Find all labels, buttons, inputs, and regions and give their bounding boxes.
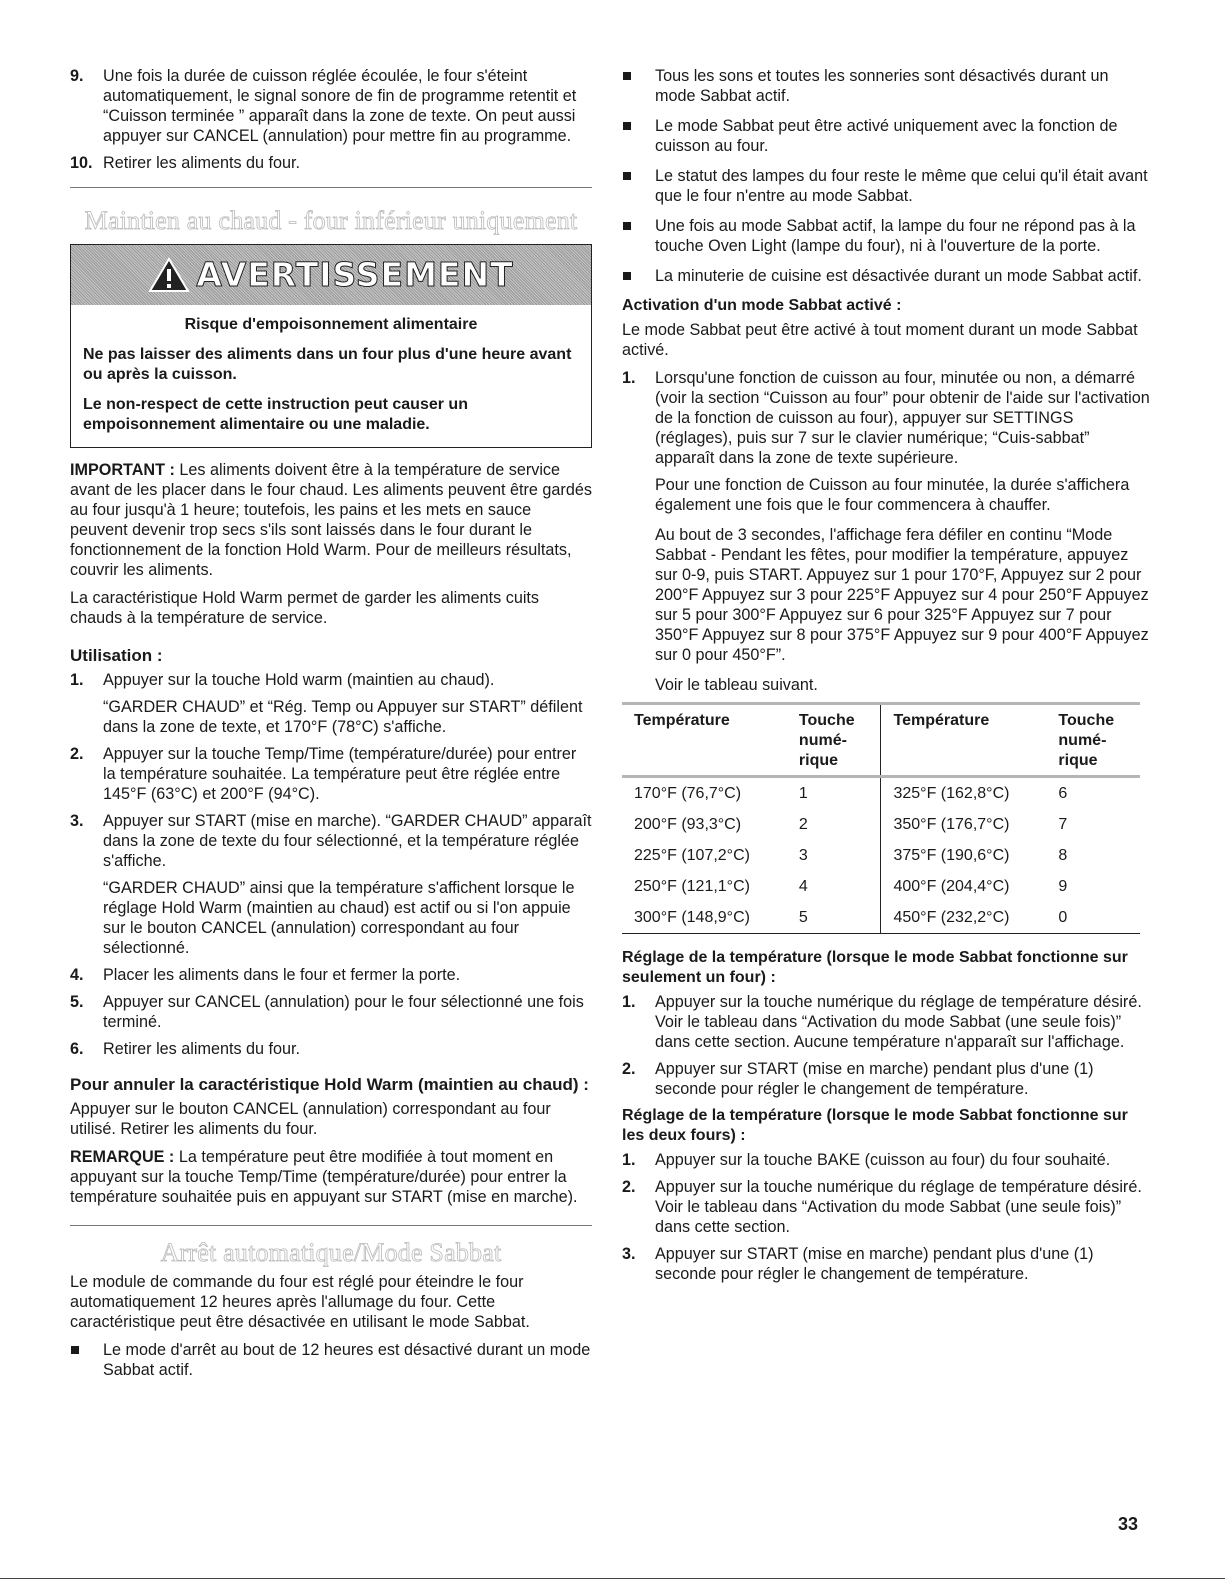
list-item bbox=[622, 1244, 1152, 1284]
bullet-item bbox=[622, 216, 1152, 256]
left-column bbox=[70, 66, 592, 1390]
section-divider bbox=[70, 1225, 592, 1226]
one-oven-heading: Réglage de la température (lorsque le mode Sabbat fonctionne sur seulement un four) : bbox=[622, 949, 1128, 986]
list-text: Une fois la durée de cuisson réglée écoulée, le four s'éteint automatiquement, le signal sonore de fin de programme retentit et “Cuisson terminée ” apparaît dans la zone de texte. On peut aussi appuyer sur CANCEL (annulation) pour mettre fin au programme. bbox=[103, 67, 577, 145]
list-text: Appuyer sur CANCEL (annulation) pour le four sélectionné une fois terminé. bbox=[103, 993, 584, 1031]
list-number: 4. bbox=[70, 966, 84, 984]
bullet-text: Tous les sons et toutes les sonneries sont désactivés durant un mode Sabbat actif. bbox=[655, 67, 1109, 105]
table-header: Température bbox=[634, 712, 730, 729]
bullet-square-icon bbox=[623, 272, 631, 280]
bullet-item bbox=[622, 166, 1152, 206]
warning-body bbox=[71, 305, 591, 447]
list-text: Lorsqu'une fonction de cuisson au four, minutée ou non, a démarré (voir la section “Cuisson au four” pour obtenir de l'aide sur l'activation de la fonction de cuisson au four), appuyer sur SETTINGS (réglages), puis sur 7 sur le clavier numérique; “Cuis-sabbat” apparaît dans la zone de texte supérieure. bbox=[655, 369, 1150, 467]
list-number: 1. bbox=[622, 369, 636, 387]
important-label: IMPORTANT : bbox=[70, 461, 175, 479]
list-number: 1. bbox=[622, 993, 636, 1011]
list-number: 6. bbox=[70, 1040, 84, 1058]
list-text: Appuyer sur START (mise en marche) pendant plus d'une (1) seconde pour régler le changement de température. bbox=[655, 1245, 1094, 1283]
table-cell: 250°F (121,1°C) bbox=[634, 878, 750, 895]
list-item bbox=[70, 965, 592, 985]
table-cell: 375°F (190,6°C) bbox=[893, 847, 1010, 864]
warning-instruction: Ne pas laisser des aliments dans un four plus d'une heure avant ou après la cuisson. bbox=[83, 346, 572, 383]
bullet-text: La minuterie de cuisine est désactivée durant un mode Sabbat actif. bbox=[655, 267, 1142, 285]
list-item bbox=[70, 811, 592, 958]
list-text: Retirer les aliments du four. bbox=[103, 154, 301, 172]
table-cell: 9 bbox=[1058, 878, 1068, 895]
list-item bbox=[70, 670, 592, 737]
table-cell: 170°F (76,7°C) bbox=[634, 785, 742, 802]
list-text: Appuyer sur la touche Temp/Time (température/durée) pour entrer la température souhaitée. La température peut être réglée entre 145°F (63°C) et 200°F (94°C). bbox=[103, 745, 577, 803]
bullet-item bbox=[622, 266, 1152, 286]
table-row bbox=[622, 777, 1140, 810]
table-cell: 5 bbox=[787, 902, 881, 934]
bullet-text: Le mode Sabbat peut être activé uniquement avec la fonction de cuisson au four. bbox=[655, 117, 1118, 155]
table-row bbox=[622, 840, 1140, 871]
list-item bbox=[70, 992, 592, 1032]
list-number: 1. bbox=[70, 671, 84, 689]
cancel-heading: Pour annuler la caractéristique Hold Warm (maintien au chaud) : bbox=[70, 1075, 589, 1094]
cancel-text: Appuyer sur le bouton CANCEL (annulation) correspondant au four utilisé. Retirer les aliments du four. bbox=[70, 1100, 551, 1138]
list-number: 2. bbox=[622, 1060, 636, 1078]
bullet-square-icon bbox=[623, 222, 631, 230]
section-title-hold-warm: Maintien au chaud - four inférieur uniquement bbox=[84, 206, 578, 235]
bullet-item bbox=[622, 116, 1152, 156]
list-subtext: Pour une fonction de Cuisson au four minutée, la durée s'affichera également une fois que le four commencera à chauffer. bbox=[655, 476, 1130, 514]
hold-warm-intro: La caractéristique Hold Warm permet de garder les aliments cuits chauds à la température de service. bbox=[70, 589, 540, 627]
remarque-text: La température peut être modifiée à tout moment en appuyant sur la touche Temp/Time (température/durée) pour entrer la température souhaitée puis en appuyant sur START (mise en marche). bbox=[70, 1148, 578, 1206]
list-number: 3. bbox=[70, 812, 84, 830]
two-ovens-heading: Réglage de la température (lorsque le mode Sabbat fonctionne sur les deux fours) : bbox=[622, 1107, 1128, 1144]
list-subtext: Au bout de 3 secondes, l'affichage fera défiler en continu “Mode Sabbat - Pendant les fêtes, pour modifier la température, appuyez sur 0-9, puis START. Appuyez sur 1 pour 170°F, Appuyez sur 2 pour 200°F Appuyez sur 3 pour 225°F Appuyez sur 4 pour 250°F Appuyez sur 5 pour 300°F Appuyez sur 6 pour 325°F Appuyez sur 7 pour 350°F Appuyez sur 8 pour 375°F Appuyez sur 9 pour 400°F Appuyez sur 0 pour 450°F”. bbox=[655, 526, 1149, 664]
important-paragraph bbox=[70, 460, 592, 580]
table-cell: 0 bbox=[1046, 902, 1140, 934]
list-item bbox=[70, 744, 592, 804]
bullet-square-icon bbox=[623, 122, 631, 130]
table-cell: 325°F (162,8°C) bbox=[893, 785, 1010, 802]
list-subtext: Voir le tableau suivant. bbox=[655, 676, 818, 694]
bullet-item bbox=[622, 66, 1152, 106]
table-cell: 7 bbox=[1058, 816, 1068, 833]
table-row bbox=[622, 902, 1140, 934]
activation-heading: Activation d'un mode Sabbat activé : bbox=[622, 297, 902, 314]
table-cell: 6 bbox=[1058, 785, 1068, 802]
bullet-square-icon bbox=[623, 172, 631, 180]
list-text: Appuyer sur la touche numérique du réglage de température désiré. Voir le tableau dans “Activation du mode Sabbat (une seule fois)” dans cette section. Aucune température n'apparaît sur l'affichage. bbox=[655, 993, 1142, 1051]
warning-consequence: Le non-respect de cette instruction peut causer un empoisonnement alimentaire ou une maladie. bbox=[83, 396, 468, 433]
list-item bbox=[622, 368, 1152, 695]
bullet-text: Le statut des lampes du four reste le même que celui qu'il était avant que le four n'entre au mode Sabbat. bbox=[655, 167, 1148, 205]
bullet-square-icon bbox=[71, 1346, 79, 1354]
list-text: Appuyer sur la touche BAKE (cuisson au four) du four souhaité. bbox=[655, 1151, 1111, 1169]
right-column bbox=[622, 66, 1152, 1291]
table-cell: 2 bbox=[787, 809, 881, 840]
table-header: Touche numé- rique bbox=[787, 704, 881, 777]
table-cell: 400°F (204,4°C) bbox=[893, 878, 1010, 895]
list-number: 2. bbox=[622, 1178, 636, 1196]
warning-header bbox=[71, 245, 591, 305]
table-row bbox=[622, 809, 1140, 840]
list-item bbox=[70, 66, 592, 146]
table-header: Température bbox=[893, 712, 990, 729]
bullet-square-icon bbox=[623, 72, 631, 80]
bullet-text: Le mode d'arrêt au bout de 12 heures est désactivé durant un mode Sabbat actif. bbox=[103, 1341, 591, 1379]
page-bottom-rule bbox=[0, 1578, 1225, 1579]
sabbath-intro: Le module de commande du four est réglé pour éteindre le four automatiquement 12 heures après l'allumage du four. Cette caractéristique peut être désactivée en utilisant le mode Sabbat. bbox=[70, 1273, 530, 1331]
list-item bbox=[622, 1059, 1152, 1099]
list-text: Appuyer sur la touche Hold warm (maintien au chaud). bbox=[103, 671, 495, 689]
table-cell: 3 bbox=[787, 840, 881, 871]
table-cell: 225°F (107,2°C) bbox=[634, 847, 750, 864]
list-number: 10. bbox=[70, 154, 93, 172]
list-item bbox=[622, 1150, 1152, 1170]
table-cell: 450°F (232,2°C) bbox=[881, 902, 1046, 934]
section-title-sabbath: Arrêt automatique/Mode Sabbat bbox=[160, 1238, 502, 1267]
list-item bbox=[622, 1177, 1152, 1237]
list-text: Retirer les aliments du four. bbox=[103, 1040, 301, 1058]
list-text: Appuyer sur START (mise en marche) pendant plus d'une (1) seconde pour régler le changement de température. bbox=[655, 1060, 1094, 1098]
utilisation-heading: Utilisation : bbox=[70, 646, 163, 665]
warning-hazard: Risque d'empoisonnement alimentaire bbox=[184, 316, 478, 333]
bullet-text: Une fois au mode Sabbat actif, la lampe du four ne répond pas à la touche Oven Light (lampe du four), ni à l'ouverture de la porte. bbox=[655, 217, 1136, 255]
table-header: Touche numé- rique bbox=[1058, 712, 1115, 769]
list-item bbox=[70, 153, 592, 173]
page-number: 33 bbox=[1118, 1514, 1139, 1534]
bullet-item bbox=[70, 1340, 592, 1380]
table-header-row bbox=[622, 704, 1140, 777]
list-text: Placer les aliments dans le four et fermer la porte. bbox=[103, 966, 461, 984]
activation-intro: Le mode Sabbat peut être activé à tout moment durant un mode Sabbat activé. bbox=[622, 321, 1138, 359]
section-divider bbox=[70, 187, 592, 188]
warning-title: AVERTISSEMENT bbox=[196, 255, 514, 294]
table-cell: 4 bbox=[787, 871, 881, 902]
warning-box bbox=[70, 244, 592, 448]
list-text: Appuyer sur START (mise en marche). “GARDER CHAUD” apparaît dans la zone de texte du four sélectionné, et la température réglée s'affiche. bbox=[103, 812, 592, 870]
remarque-paragraph bbox=[70, 1147, 592, 1207]
list-number: 9. bbox=[70, 67, 84, 85]
list-number: 5. bbox=[70, 993, 84, 1011]
list-item bbox=[70, 1039, 592, 1059]
remarque-label: REMARQUE : bbox=[70, 1148, 175, 1166]
important-text: Les aliments doivent être à la température de service avant de les placer dans le four chaud. Les aliments peuvent être gardés au four jusqu'à 1 heure; toutefois, les pains et les mets en sauce peuvent devenir trop secs s'ils sont laissés dans le four durant le fonctionnement de la fonction Hold Warm. Pour de meilleurs résultats, couvrir les aliments. bbox=[70, 461, 592, 579]
table-cell: 300°F (148,9°C) bbox=[622, 902, 787, 934]
list-item bbox=[622, 992, 1152, 1052]
table-cell: 8 bbox=[1058, 847, 1068, 864]
table-cell: 200°F (93,3°C) bbox=[634, 816, 742, 833]
list-text: Appuyer sur la touche numérique du réglage de température désiré. Voir le tableau dans “Activation du mode Sabbat (une seule fois)” dans cette section. bbox=[655, 1178, 1142, 1236]
list-number: 2. bbox=[70, 745, 84, 763]
table-row bbox=[622, 871, 1140, 902]
list-subtext: “GARDER CHAUD” ainsi que la température s'affichent lorsque le réglage Hold Warm (maintien au chaud) est actif ou si l'on appuie sur le bouton CANCEL (annulation) correspondant au four sélectionné. bbox=[103, 879, 575, 957]
table-cell: 1 bbox=[787, 777, 881, 810]
warning-triangle-icon bbox=[148, 257, 190, 293]
temperature-table bbox=[622, 702, 1140, 934]
list-number: 1. bbox=[622, 1151, 636, 1169]
table-cell: 350°F (176,7°C) bbox=[893, 816, 1010, 833]
list-subtext: “GARDER CHAUD” et “Rég. Temp ou Appuyer sur START” défilent dans la zone de texte, et 170°F (78°C) s'affiche. bbox=[103, 698, 583, 736]
list-number: 3. bbox=[622, 1245, 636, 1263]
